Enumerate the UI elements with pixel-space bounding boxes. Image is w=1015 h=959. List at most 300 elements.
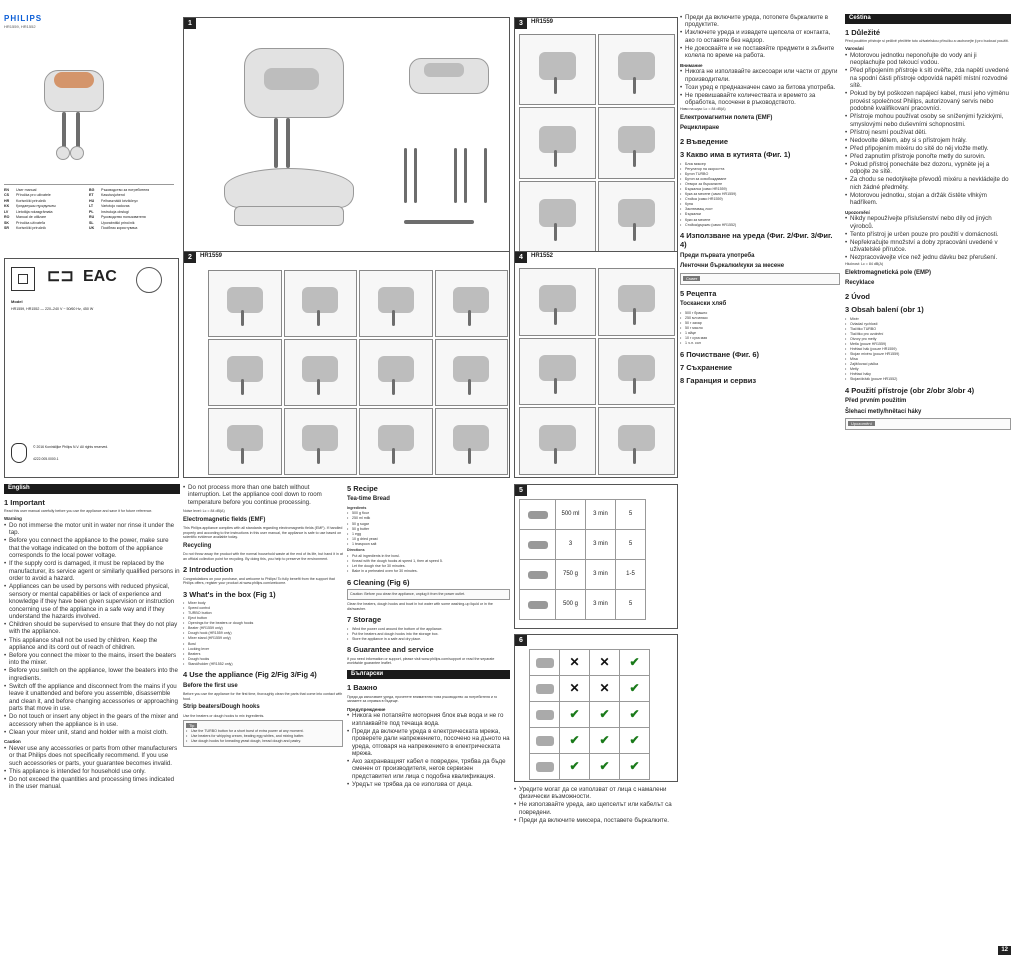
step-illustration: [208, 339, 282, 406]
language-entry: SK Príručka užívateľa: [4, 220, 46, 225]
caution-heading: Caution: [4, 739, 21, 745]
cross-icon: ✕: [590, 676, 620, 702]
list-item: • Clean your mixer unit, stand and holder with a moist cloth.: [4, 729, 180, 736]
intro-text: Преди да използвате уреда, прочетете внимателно това ръководство за потребителя и го запазете за справка в бъдеще.: [347, 694, 498, 704]
warning-list-continued: [514, 786, 678, 824]
language-entry: KK Қолданушы нұсқаулығы: [4, 204, 56, 209]
warning-list-continued: [183, 484, 343, 506]
table-row: [530, 754, 650, 780]
list-item: • Do not immerse the motor unit in water nor rinse it under the tap.: [4, 522, 180, 537]
tip-heading: Tip: [186, 723, 197, 728]
figure-title: HR1559: [531, 19, 554, 25]
tip-box: Upozornění: [845, 418, 1011, 430]
box-contents-list: [183, 601, 343, 666]
list-item: • Не докосвайте и не поставяйте предмети в зъбните колела по време на работа.: [680, 45, 840, 60]
emf-text: This Philips appliance complies with all standards regarding electromagnetic fields (EMF). If handled properly and according to the instructions in this user manual, the appliance is safe to use based on scientific evidence available today.: [183, 526, 343, 540]
warning-list: [4, 522, 180, 736]
recycling-heading: Рециклиране: [680, 125, 720, 132]
bulgarian-column: [680, 14, 840, 944]
amount-cell: 3: [556, 530, 586, 560]
list-item: • 10 g dried yeast: [347, 537, 510, 541]
english-column: [4, 484, 180, 954]
list-item: • 1 teaspoon salt: [347, 542, 510, 546]
list-item: • Zajišťovací páčka: [845, 362, 1011, 366]
list-item: • Přístroj nesmí používat děti.: [845, 129, 1011, 136]
step-illustration: [284, 339, 358, 406]
accessory-icon: [520, 530, 556, 560]
step-illustration: [519, 407, 596, 475]
list-item: • Use beaters for whipping cream, beating egg whites, and mixing batter.: [186, 734, 340, 738]
amount-cell: 500 g: [556, 590, 586, 620]
list-item: • Před připojením přístroje k síti ověřte, zda napětí uvedené na spodní části přístroje odpovídá napětí místní rozvodné sítě.: [845, 67, 1011, 89]
czech-column: [845, 14, 1011, 934]
step-illustration: [519, 34, 596, 105]
caution-list: [845, 215, 1011, 261]
caution-list: [4, 745, 180, 791]
certification-marks: ⊏⊐ EAC: [11, 265, 171, 295]
section-heading: 7 Съхранение: [680, 363, 733, 373]
english-column-2: [183, 484, 343, 954]
first-use-heading: Преди първата употреба: [680, 252, 755, 259]
list-item: • Store the appliance in a safe and dry place.: [347, 637, 510, 641]
list-item: • Уредите могат да се използват от лица с намалени физически възможности.: [514, 786, 678, 801]
list-item: • Metla (pouze HR1559): [845, 342, 1011, 346]
cover-panel: [4, 14, 174, 254]
ratings-panel: [4, 258, 179, 478]
warning-list: [347, 712, 510, 788]
section-heading: 8 Гаранция и сервиз: [680, 376, 757, 386]
section-heading: 1 Important: [4, 497, 45, 507]
step-illustration: [598, 107, 675, 178]
list-item: • Регулатор на скоростта: [680, 167, 840, 171]
beaters-text: Use the beaters or dough hooks to mix ingredients.: [183, 713, 265, 718]
list-item: • Изключете уреда и извадете щепсела от контакта, ако го оставяте без надзор.: [680, 29, 840, 44]
list-item: • Никога не потапяйте моторния блок във вода и не го изплаквайте под течаща вода.: [347, 712, 510, 727]
ratings-title: Model: [11, 299, 23, 304]
list-item: • Mixer stand (HR1559 only): [183, 636, 343, 640]
recipe-table: [519, 499, 646, 620]
brand-logo: PHILIPS: [4, 14, 43, 23]
language-entry: ET Kasutusjuhend: [89, 193, 125, 198]
list-item: • Motorovou jednotku, stojan a držák čistěte vlhkým hadříkem.: [845, 192, 1011, 207]
list-item: • 50 г масло: [680, 326, 840, 330]
list-item: • Before you connect the mixer to the mains, insert the beaters into the mixer.: [4, 652, 180, 667]
language-entry: PL Instrukcja obsługi: [89, 209, 129, 214]
step-illustration: [519, 107, 596, 178]
list-item: • Бутон за освобождаване: [680, 177, 840, 181]
list-item: • Openings for the beaters or dough hooks: [183, 621, 343, 625]
check-icon: ✔: [620, 728, 650, 754]
table-row: [530, 650, 650, 676]
list-item: • Switch off the appliance and disconnect from the mains if you leave it unattended and before you assemble, disassemble and clean it, and before changing accessories or approaching parts that move in use.: [4, 683, 180, 713]
stand-mixer-diagram: [214, 38, 364, 238]
figure-3-panel: [514, 17, 678, 255]
list-item: • Let the dough rise for 30 minutes.: [347, 564, 510, 568]
list-item: • 500 g flour: [347, 511, 510, 515]
list-item: • This appliance shall not be used by children. Keep the appliance and its cord out of reach of children.: [4, 637, 180, 652]
table-row: [520, 590, 646, 620]
bulgarian-bottom: [514, 786, 678, 954]
part-icon: [530, 754, 560, 780]
list-item: • Стойка (само HR1559): [680, 197, 840, 201]
figure-tag: 3: [515, 18, 527, 29]
tip-box: Съвет: [680, 273, 840, 285]
list-item: • 250 ml milk: [347, 516, 510, 520]
speed-cell: 1-5: [616, 560, 646, 590]
emf-heading: Electromagnetic fields (EMF): [183, 516, 266, 523]
section-heading: 8 Guarantee and service: [347, 645, 434, 655]
language-header: Български: [347, 670, 510, 680]
first-use-heading: Před prvním použitím: [845, 398, 907, 405]
ingredients-list: [680, 311, 840, 346]
figure-2-panel: [183, 251, 510, 478]
step-illustration: [519, 338, 596, 406]
section-heading: 3 What's in the box (Fig 1): [183, 589, 276, 599]
section-heading: 3 Obsah balení (obr 1): [845, 305, 924, 315]
step-illustration: [284, 270, 358, 337]
figure-tag: 1: [184, 18, 196, 29]
list-item: • Ovladač rychlosti: [845, 322, 1011, 326]
table-row: [530, 676, 650, 702]
list-item: • Stojan/držák (pouze HR1552): [845, 377, 1011, 381]
list-item: • Nikdy nepoužívejte příslušenství nebo díly od jiných výrobců.: [845, 215, 1011, 230]
list-item: • Dough hook (HR1559 only): [183, 631, 343, 635]
time-cell: 3 min: [586, 530, 616, 560]
series-label: HR1559, HR1552: [4, 24, 36, 29]
list-item: • Преди да включите миксера, поставете бъркалките.: [514, 817, 678, 824]
speed-cell: 5: [616, 500, 646, 530]
warning-list: [845, 52, 1011, 207]
figure-title: HR1559: [200, 253, 223, 259]
list-item: • Nedovolte dětem, aby si s přístrojem hrály.: [845, 137, 1011, 144]
list-item: • Bake in a preheated oven for 30 minutes.: [347, 569, 510, 573]
ingredients-heading: Ingredients: [347, 505, 367, 510]
storage-list: [347, 627, 510, 642]
section-heading: 2 Úvod: [845, 291, 871, 301]
emf-heading: Електромагнитни полета (EMF): [680, 114, 773, 121]
list-item: • Stand/holder (HR1552 only): [183, 662, 343, 666]
step-grid: [208, 270, 508, 475]
list-item: • Bowl: [183, 642, 343, 646]
step-illustration: [519, 181, 596, 252]
language-entry: RO Manual de utilizare: [4, 215, 47, 220]
hand-mixer-diagram: [404, 48, 494, 118]
list-item: • Nepřekračujte množství a doby zpracování uvedené v uživatelské příručce.: [845, 239, 1011, 254]
tip-list: [186, 729, 340, 744]
list-item: • Mixer body: [183, 601, 343, 605]
list-item: • Stojan mixéru (pouze HR1559): [845, 352, 1011, 356]
beaters-heading: Šlehací metly/hnětací háky: [845, 408, 922, 415]
section-heading: 6 Cleaning (Fig 6): [347, 577, 410, 587]
figure-tag: 4: [515, 252, 527, 263]
section-heading: 5 Рецепта: [680, 288, 717, 298]
amount-cell: 500 ml: [556, 500, 586, 530]
step-illustration: [359, 408, 433, 475]
guarantee-text: If you need information or support, please visit www.philips.com/support or read the separate worldwide guarantee leaflet.: [347, 656, 495, 666]
list-item: • Put the beaters and dough hooks into the storage box.: [347, 632, 510, 636]
time-cell: 3 min: [586, 500, 616, 530]
figure-tag: 5: [515, 485, 527, 496]
list-item: • Beater (HR1559 only): [183, 626, 343, 630]
check-icon: ✔: [620, 676, 650, 702]
figure-tag: 2: [184, 252, 196, 263]
caution-heading: Внимание: [680, 62, 703, 68]
table-row: [520, 560, 646, 590]
step-illustration: [435, 270, 509, 337]
warning-heading: Предупреждение: [347, 706, 386, 712]
check-icon: ✔: [590, 754, 620, 780]
list-item: • Wind the power cord around the bottom of the appliance.: [347, 627, 510, 631]
list-item: • 1 egg: [347, 532, 510, 536]
section-heading: 2 Въведение: [680, 136, 729, 146]
list-item: • Никога не използвайте аксесоари или части от други производители.: [680, 68, 840, 83]
list-item: • Before you connect the appliance to the power, make sure that the voltage indicated on the bottom of the appliance corresponds to the local power voltage.: [4, 537, 180, 559]
mixer-illustration: [14, 50, 134, 170]
list-item: • Този уред е предназначен само за битова употреба.: [680, 84, 840, 91]
list-item: • Before you switch on the appliance, lower the beaters into the ingredients.: [4, 667, 180, 682]
directions-heading: Directions: [347, 548, 365, 553]
list-item: • Бъркалки: [680, 212, 840, 216]
step-illustration: [435, 339, 509, 406]
list-item: • Pokud přístroj ponecháte bez dozoru, vypněte jej a odpojte ze sítě.: [845, 161, 1011, 176]
table-row: [530, 702, 650, 728]
figure-4-panel: [514, 251, 678, 478]
list-item: • This appliance is intended for household use only.: [4, 768, 180, 775]
list-item: • Nezpracovávejte více než jednu dávku bez přerušení.: [845, 254, 1011, 261]
step-illustration: [284, 408, 358, 475]
list-item: • 50 g sugar: [347, 522, 510, 526]
list-item: • Eject button: [183, 616, 343, 620]
step-illustration: [598, 181, 675, 252]
figure-1-panel: [183, 17, 510, 255]
list-item: • Put all ingredients in the bowl.: [347, 554, 510, 558]
list-item: • Přístroje mohou používat osoby se sníženými fyzickými, smyslovými nebo duševními schopnostmi.: [845, 113, 1011, 128]
recipe-column: [347, 484, 510, 954]
list-item: • Уредът не трябва да се използва от деца.: [347, 781, 510, 788]
step-illustration: [598, 407, 675, 475]
speed-cell: 5: [616, 590, 646, 620]
table-row: [520, 530, 646, 560]
noise-level: Noise level: Lc = 84 dB(A): [183, 509, 225, 514]
list-item: • Кука за месене (само HR1559): [680, 192, 840, 196]
recipe-title: Tea-time Bread: [347, 496, 390, 503]
table-row: [520, 500, 646, 530]
language-entry: LV Lietotāja rokasgrāmata: [4, 209, 53, 214]
amount-cell: 750 g: [556, 560, 586, 590]
language-list: [4, 184, 174, 231]
list-item: • Hnětací hák (pouze HR1559): [845, 347, 1011, 351]
beaters-heading: Strip beaters/Dough hooks: [183, 704, 260, 711]
list-item: • 500 г брашно: [680, 311, 840, 315]
language-entry: RU Руководство пользователя: [89, 215, 146, 220]
part-icon: [530, 650, 560, 676]
list-item: • Отвори за бъркалките: [680, 182, 840, 186]
step-illustration: [208, 270, 282, 337]
speed-cell: 5: [616, 530, 646, 560]
list-item: • Před připojením mixéru do sítě do něj vložte metly.: [845, 145, 1011, 152]
list-item: • Tlačítko TURBO: [845, 327, 1011, 331]
step-illustration: [359, 339, 433, 406]
list-item: • Куки за месене: [680, 218, 840, 222]
section-heading: 1 Důležité: [845, 27, 881, 37]
caution-box: Caution: Before you clean the appliance, unplug it from the power outlet.: [347, 589, 510, 600]
cleaning-table: [529, 649, 650, 780]
list-item: • Hnětací háky: [845, 372, 1011, 376]
warning-heading: Warning: [4, 516, 22, 522]
beaters-heading: Ленточни бъркалки/куки за месене: [680, 263, 785, 270]
language-entry: LT Vartotojo vadovas: [89, 204, 130, 209]
intro-text: Read this user manual carefully before you use the appliance and save it for future reference.: [4, 508, 153, 513]
recipe-title: Тоскански хляб: [680, 301, 727, 308]
part-icon: [530, 702, 560, 728]
recycling-heading: Recycling: [183, 542, 212, 549]
list-item: • Za chodu se nedotýkejte převodů mixéru a nevkládejte do nich žádné předměty.: [845, 176, 1011, 191]
first-use-text: Before you use the appliance for the first time, thoroughly clean the parts that come into contact with food.: [183, 692, 343, 701]
step-illustration: [208, 408, 282, 475]
figure-6-panel: [514, 634, 678, 782]
section-heading: 2 Introduction: [183, 565, 233, 575]
step-grid: [519, 34, 675, 252]
language-entry: BG Ръководство за потребителя: [89, 188, 150, 192]
philips-shield-icon: [11, 443, 27, 463]
noise-level: Hlučnost: Lc = 84 dB(A): [845, 262, 884, 267]
box-contents-list: [845, 317, 1011, 382]
list-item: • 50 g butter: [347, 527, 510, 531]
list-item: • Dough hooks: [183, 657, 343, 661]
check-icon: ✔: [560, 754, 590, 780]
accessory-icon: [520, 500, 556, 530]
directions-list: [347, 554, 510, 574]
tip-box: [183, 720, 343, 747]
list-item: • Tento přístroj je určen pouze pro použití v domácnosti.: [845, 231, 1011, 238]
intro-text: Před použitím přístroje si pečlivě přečtěte tuto uživatelskou příručku a uschovejte ji pro budoucí použití.: [845, 38, 1009, 43]
list-item: • Do not touch or insert any object in the gears of the mixer and accessory when the appliance is in use.: [4, 713, 180, 728]
language-entry: SR Korisnički priručnik: [4, 226, 46, 231]
section-heading: 4 Използване на уреда (Фиг. 2/Фиг. 3/Фиг. 4): [680, 231, 833, 250]
list-item: • Бутон TURBO: [680, 172, 840, 176]
list-item: • Knead with the dough hooks at speed 1, then at speed 5.: [347, 559, 510, 563]
copyright: © 2016 Koninklijke Philips N.V. All rights reserved.: [33, 445, 109, 449]
accessories-diagram: [394, 148, 504, 238]
list-item: • Před zapnutím přístroje ponořte metly do surovin.: [845, 153, 1011, 160]
caution-heading: Upozornění: [845, 209, 870, 215]
language-entry: HR Korisnički priručnik: [4, 198, 46, 203]
list-item: • Mísa: [845, 357, 1011, 361]
language-entry: EN User manual: [4, 188, 37, 192]
step-illustration: [359, 270, 433, 337]
list-item: • Не превишавайте количествата и времето за обработка, посочени в ръководството.: [680, 92, 840, 107]
table-row: [530, 728, 650, 754]
check-icon: ✔: [620, 754, 650, 780]
list-item: • 10 г суха мая: [680, 336, 840, 340]
time-cell: 3 min: [586, 560, 616, 590]
list-item: • TURBO button: [183, 611, 343, 615]
list-item: • Use dough hooks for kneading yeast dough, bread dough and pastry.: [186, 739, 340, 743]
check-icon: ✔: [560, 728, 590, 754]
accessory-icon: [520, 560, 556, 590]
warning-list-continued: [680, 14, 840, 60]
section-heading: 7 Storage: [347, 615, 382, 625]
list-item: • 1 ч.л. сол: [680, 341, 840, 345]
check-icon: ✔: [560, 702, 590, 728]
list-item: • Use the TURBO button for a short burst of extra power at any moment.: [186, 729, 340, 733]
caution-list: [680, 68, 840, 106]
figure-title: HR1552: [531, 253, 554, 259]
list-item: • Заключващ лост: [680, 207, 840, 211]
list-item: • Стойка/държач (само HR1552): [680, 223, 840, 227]
list-item: • 50 г захар: [680, 321, 840, 325]
list-item: • If the supply cord is damaged, it must be replaced by the manufacturer, its service agent or similarly qualified persons in order to avoid a hazard.: [4, 560, 180, 582]
list-item: • Never use any accessories or parts from other manufacturers or that Philips does not specifically recommend. If you use such accessories or parts, your guarantee becomes invalid.: [4, 745, 180, 767]
list-item: • Tlačítko pro uvolnění: [845, 332, 1011, 336]
figure-5-panel: [514, 484, 678, 629]
language-entry: UK Посібник користувача: [89, 226, 138, 231]
cross-icon: ✕: [590, 650, 620, 676]
step-illustration: [435, 408, 509, 475]
recycling-text: Do not throw away the product with the normal household waste at the end of its life, but hand it in at an official collection point for recycling. By doing this, you help to preserve the environment.: [183, 552, 343, 561]
section-heading: 6 Почистване (Фиг. 6): [680, 349, 760, 359]
recycling-heading: Recyklace: [845, 280, 875, 287]
list-item: • Speed control: [183, 606, 343, 610]
list-item: • Metly: [845, 367, 1011, 371]
check-icon: ✔: [620, 702, 650, 728]
section-heading: 1 Важно: [347, 683, 378, 693]
list-item: • Children should be supervised to ensure that they do not play with the appliance.: [4, 621, 180, 636]
ratings-text: HR1559, HR1552 — 220–240 V ~ 50/60 Hz, 450 W: [11, 307, 94, 311]
list-item: • Купа: [680, 202, 840, 206]
list-item: • Бъркалка (само HR1559): [680, 187, 840, 191]
cross-icon: ✕: [560, 676, 590, 702]
section-heading: 3 Какво има в кутията (Фиг. 1): [680, 150, 791, 160]
language-entry: HU Felhasználói kézikönyv: [89, 198, 138, 203]
document-code: 4222.005.0000.1: [33, 457, 59, 461]
check-icon: ✔: [590, 728, 620, 754]
list-item: • Do not exceed the quantities and processing times indicated in the user manual.: [4, 776, 180, 791]
language-entry: SL Uporabniški priročnik: [89, 220, 135, 225]
ingredients-list: [347, 511, 510, 546]
part-icon: [530, 728, 560, 754]
cleaning-text: Clean the beaters, dough hooks and bowl in hot water with some washing-up liquid or in the dishwasher.: [347, 602, 493, 611]
language-entry: CS Příručka pro uživatele: [4, 193, 51, 198]
list-item: • 1 яйце: [680, 331, 840, 335]
part-icon: [530, 676, 560, 702]
time-cell: 3 min: [586, 590, 616, 620]
list-item: • Motorovou jednotku neponořujte do vody ani ji neoplachujte pod tekoucí vodou.: [845, 52, 1011, 67]
list-item: • Не използвайте уреда, ако щепселът или кабелът са повредени.: [514, 801, 678, 816]
cross-icon: ✕: [560, 650, 590, 676]
list-item: • Ако захранващият кабел е повреден, трябва да бъде сменен от производителя, негов сервизен представител или лица с подобна квалификация.: [347, 758, 510, 780]
list-item: • Mixér: [845, 317, 1011, 321]
step-illustration: [519, 268, 596, 336]
step-illustration: [598, 338, 675, 406]
box-contents-list: [680, 162, 840, 227]
list-item: • Locking lever: [183, 647, 343, 651]
page-number: 12: [998, 946, 1011, 956]
check-icon: ✔: [590, 702, 620, 728]
language-header: English: [4, 484, 180, 494]
noise-level: Ниво на шум: Lc = 84 dB(A): [680, 107, 726, 112]
list-item: • Pokud by byl poškozen napájecí kabel, musí jeho výměnu provést společnost Philips, autorizovaný servis nebo podobně kvalifikovaní pracovníci.: [845, 90, 1011, 112]
list-item: • 250 мл мляко: [680, 316, 840, 320]
step-grid: [519, 268, 675, 475]
step-illustration: [598, 34, 675, 105]
figure-tag: 6: [515, 635, 527, 646]
list-item: • Do not process more than one batch without interruption. Let the appliance cool down to room temperature before you continue processing.: [183, 484, 343, 506]
warning-heading: Varování: [845, 46, 864, 52]
step-illustration: [598, 268, 675, 336]
intro-text: Congratulations on your purchase, and welcome to Philips! To fully benefit from the support that Philips offers, register your product at www.philips.com/welcome.: [183, 576, 335, 586]
section-heading: 4 Použití přístroje (obr 2/obr 3/obr 4): [845, 385, 975, 395]
